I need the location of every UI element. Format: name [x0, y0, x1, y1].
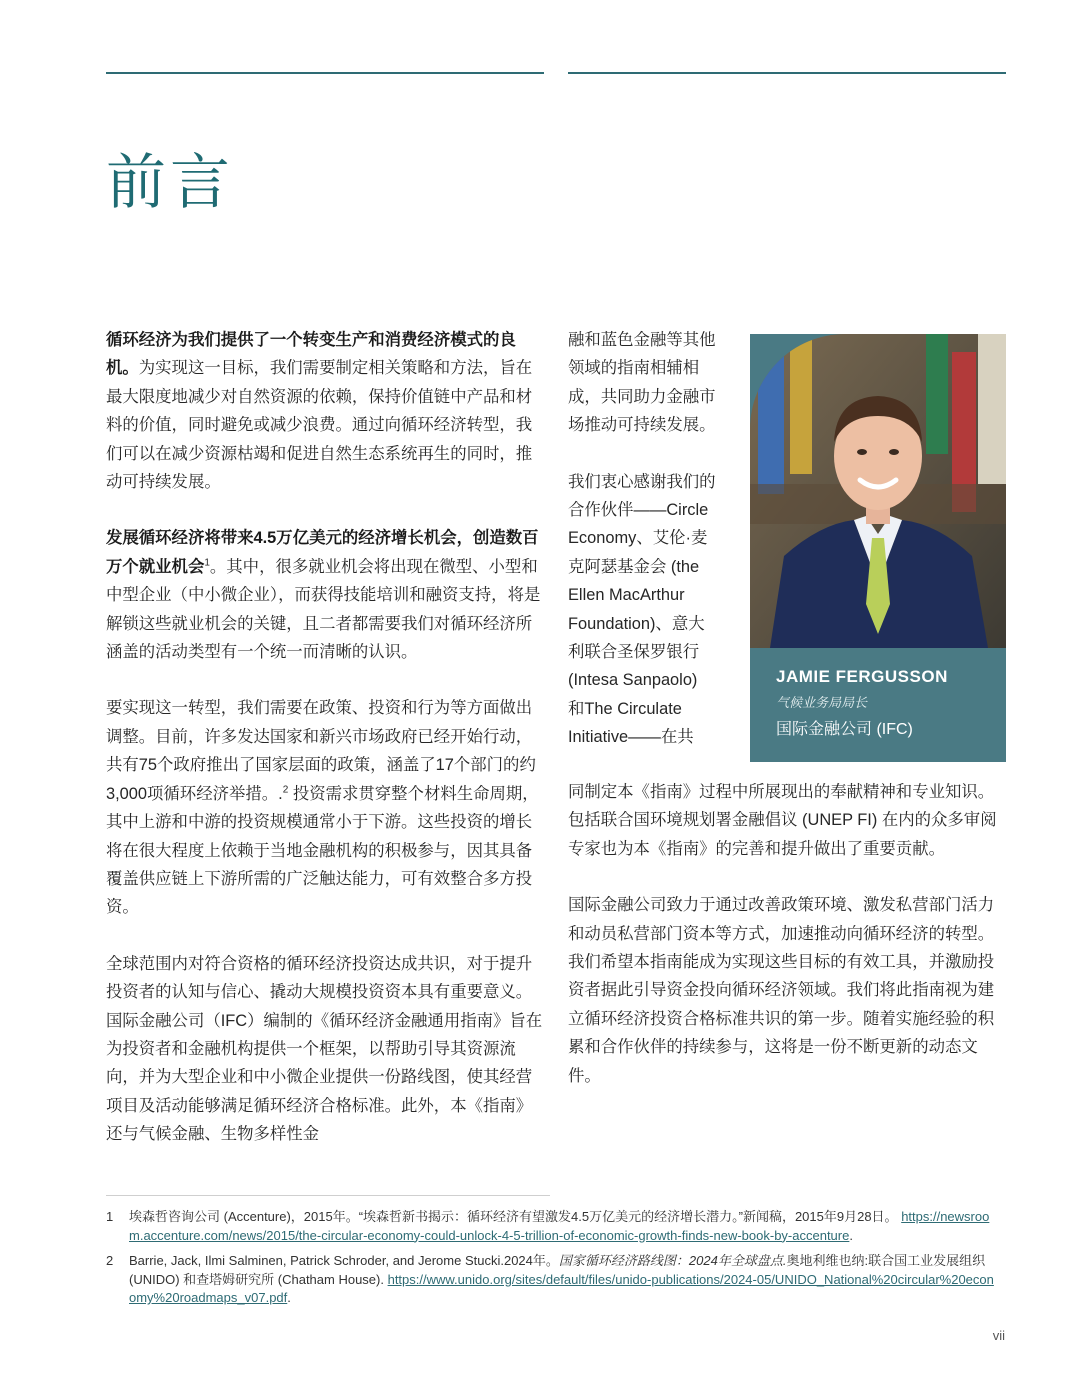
- profile-card: [750, 334, 1006, 762]
- footnotes: [106, 1208, 996, 1315]
- paragraph-1: [106, 326, 546, 496]
- left-column: [106, 326, 546, 1177]
- right-wide-column: [568, 778, 998, 1118]
- profile-role: 气候业务局局长: [776, 695, 868, 710]
- paragraph-2: [106, 524, 546, 666]
- footnote-text: 埃森哲咨询公司 (Accenture)，2015年。“埃森哲新书揭示：循环经济有望激发4.5万亿美元的经济增长潜力。”新闻稿，2015年9月28日。: [129, 1209, 898, 1224]
- paragraph-2-lead: 发展循环经济将带来4.5万亿美元的经济增长机会，创造数百万个就业机会: [106, 529, 539, 576]
- footnote-italic-title: 国家循环经济路线图：2024年全球盘点.: [558, 1253, 787, 1268]
- page-number: vii: [992, 1328, 1005, 1343]
- footnote-tail: .: [849, 1227, 853, 1243]
- paragraph-3-body-b: 投资需求贯穿整个材料生命周期，其中上游和中游的投资规模通常小于下游。这些投资的增长将在很大程度上依赖于当地金融机构的积极参与，因其具备覆盖供应链上下游所需的广泛触达能力，可有效整合多方投资。: [106, 784, 539, 917]
- profile-organization: 国际金融公司 (IFC): [776, 721, 913, 738]
- footnote-ref-2[interactable]: 2: [282, 784, 289, 796]
- right-narrow-column: [568, 326, 718, 780]
- footnote-link[interactable]: https://newsroom.accenture.com/news/2015/the-circular-economy-could-unlock-4-5-trillion-of-economic-growth-finds-new-book-by-accenture: [129, 1209, 990, 1243]
- footnote-divider: [106, 1195, 550, 1196]
- header-rule-right: [568, 72, 1006, 74]
- wide-paragraph-1: 同制定本《指南》过程中所展现出的奉献精神和专业知识。包括联合国环境规划署金融倡议 (UNEP FI) 在内的众多审阅专家也为本《指南》的完善和提升做出了重要贡献。: [568, 783, 997, 858]
- profile-caption: [776, 664, 996, 744]
- paragraph-1-lead: 循环经济为我们提供了一个转变生产和消费经济模式的良机。: [106, 331, 516, 378]
- profile-name: JAMIE FERGUSSON: [776, 667, 948, 686]
- wide-paragraph-2: 国际金融公司致力于通过改善政策环境、激发私营部门活力和动员私营部门资本等方式，加速推动向循环经济的转型。我们希望本指南能成为实现这些目标的有效工具，并激励投资者据此引导资金投向循环经济领域。我们将此指南视为建立循环经济投资合格标准共识的第一步。随着实施经验的积累和合作伙伴的持续参与，这将是一份不断更新的动态文件。: [568, 896, 995, 1085]
- footnote-ref-1[interactable]: 1: [204, 557, 210, 569]
- footnote-2: [106, 1252, 996, 1308]
- page-title: 前言: [106, 148, 234, 218]
- header-rule-left: [106, 72, 544, 74]
- portrait-photo: [750, 334, 1006, 648]
- footnote-text: Barrie, Jack, Ilmi Salminen, Patrick Schroder, and Jerome Stucki.2024年。: [129, 1253, 559, 1268]
- footnote-1: [106, 1208, 996, 1245]
- footnote-text-after: 奥地利维也纳:联合国工业发展组织 (UNIDO) 和查塔姆研究所 (Chatham House).: [129, 1253, 986, 1287]
- footnote-link[interactable]: https://www.unido.org/sites/default/files/unido-publications/2024-05/UNIDO_National%20circular%20economy%20roadmaps_v07.pdf: [129, 1271, 994, 1305]
- footnote-number: 1: [106, 1209, 114, 1224]
- portrait-illustration: [750, 334, 1006, 648]
- paragraph-3-body-a: 要实现这一转型，我们需要在政策、投资和行为等方面做出调整。目前，许多发达国家和新兴市场政府已经开始行动，共有75个政府推出了国家层面的政策，涵盖了17个部门的约3,000项循环经济举措。.: [106, 699, 536, 803]
- paragraph-1-body: 为实现这一目标，我们需要制定相关策略和方法，旨在最大限度地减少对自然资源的依赖，保持价值链中产品和材料的价值，同时避免或减少浪费。通过向循环经济转型，我们可以在减少资源枯竭和促进自然生态系统再生的同时，推动可持续发展。: [106, 359, 533, 492]
- paragraph-4: 全球范围内对符合资格的循环经济投资达成共识，对于提升投资者的认知与信心、撬动大规模投资资本具有重要意义。国际金融公司（IFC）编制的《循环经济金融通用指南》旨在为投资者和金融机构提供一个框架，以帮助引导其资源流向，并为大型企业和中小微企业提供一份路线图，使其经营项目及活动能够满足循环经济合格标准。此外，本《指南》还与气候金融、生物多样性金: [106, 954, 543, 1144]
- footnote-number: 2: [106, 1253, 114, 1268]
- paragraph-3: [106, 694, 546, 921]
- narrow-paragraph-1: 融和蓝色金融等其他领域的指南相辅相成，共同助力金融市场推动可持续发展。: [568, 331, 716, 435]
- narrow-paragraph-2: 我们衷心感谢我们的合作伙伴——Circle Economy、艾伦·麦克阿瑟基金会 (the Ellen MacArthur Foundation)、意大利联合圣保罗银行 (Intesa Sanpaolo) 和The Circulate Initiative——在共: [568, 472, 716, 747]
- paragraph-2-body: 。其中，很多就业机会将出现在微型、小型和中型企业（中小微企业），而获得技能培训和融资支持，将是解锁这些就业机会的关键，且二者都需要我们对循环经济所涵盖的活动类型有一个统一而清晰的认识。: [106, 557, 541, 662]
- footnote-tail: .: [287, 1290, 291, 1305]
